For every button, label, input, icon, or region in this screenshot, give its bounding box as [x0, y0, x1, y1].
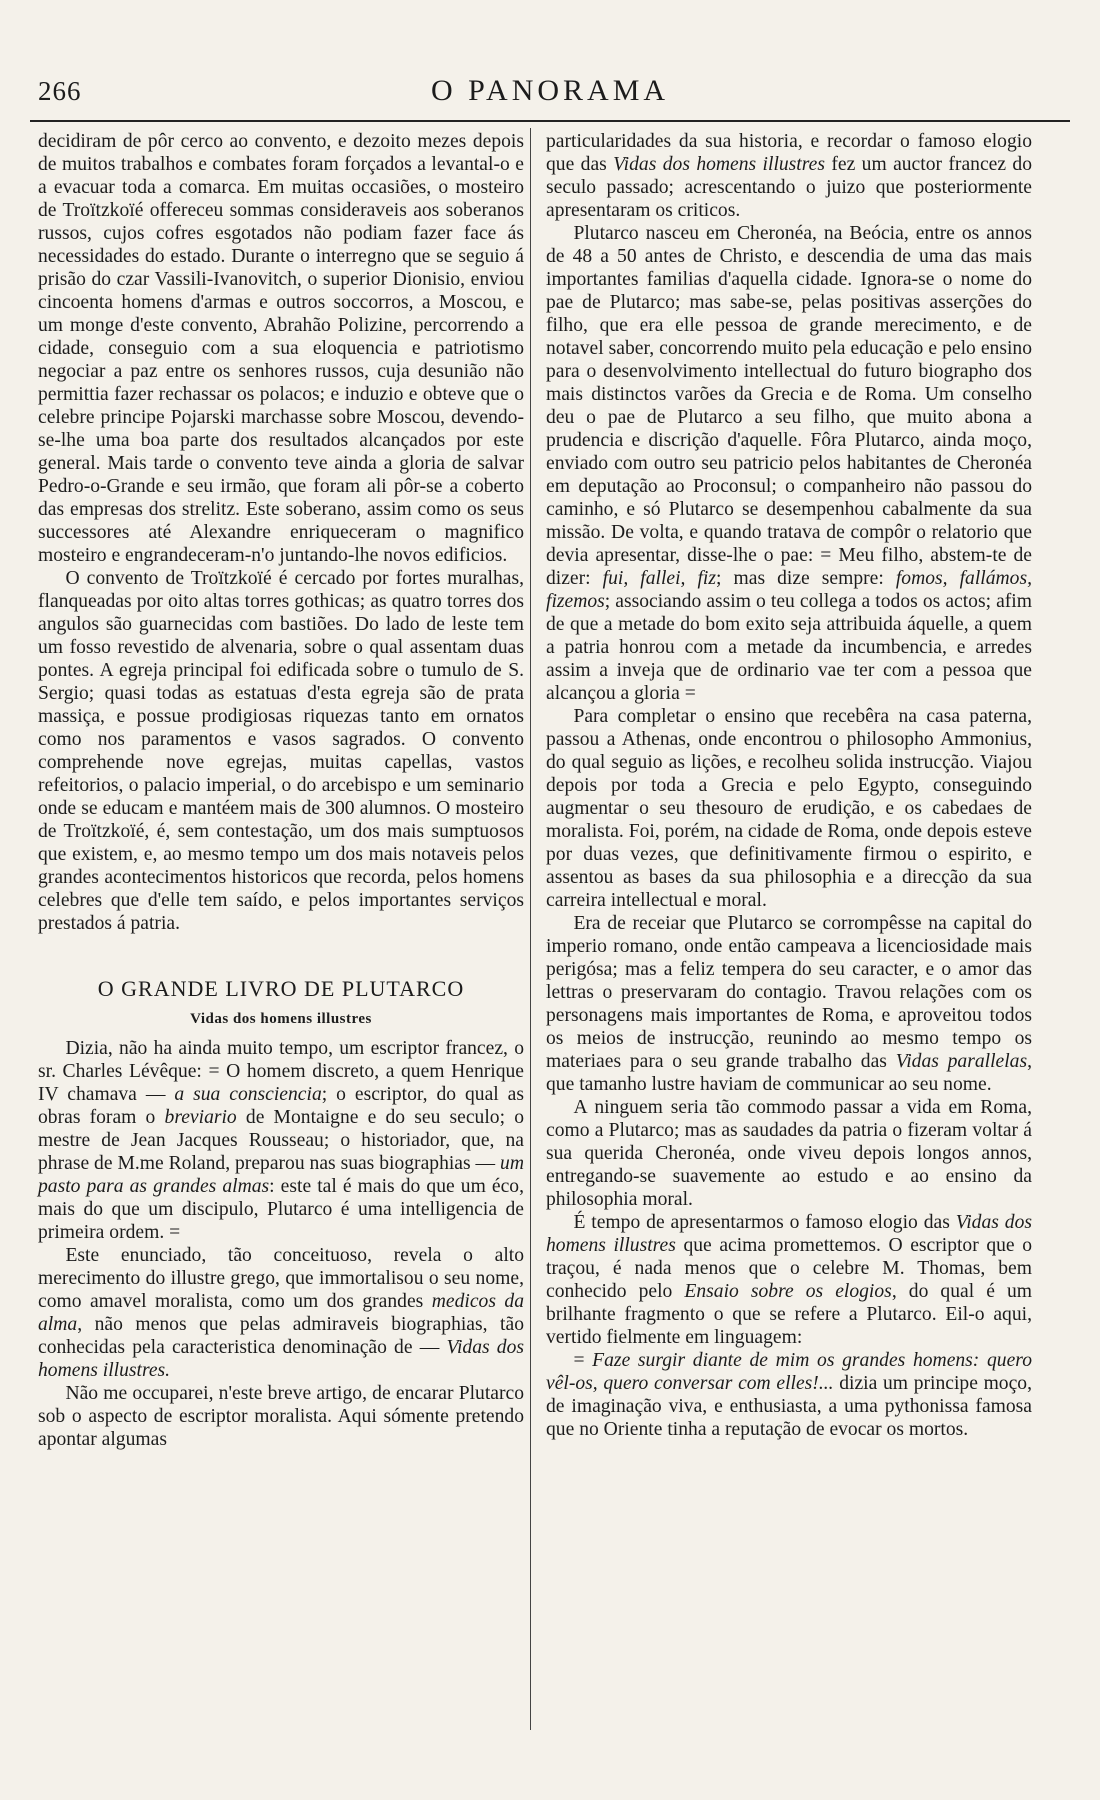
- column-divider: [530, 128, 531, 1730]
- text-run: de Montaigne e do seu seculo; o mestre de Jean Jacques Rousseau; o historiador, que, na phrase de M.me Roland, preparou nas suas biographias —: [38, 1107, 524, 1174]
- right-paragraph-4: [546, 912, 1032, 1096]
- text-run: =: [573, 1350, 593, 1371]
- text-run: : este tal é mais do que um éco, mais do que um discipulo, Plutarco é uma intelligencia de primeira ordem. =: [38, 1176, 524, 1243]
- text-run: , não menos que pelas admiraveis biographias, tão conhecidas pela caracteristica denominação de —: [38, 1314, 524, 1358]
- italic-run: fui, fallei, fiz: [602, 568, 717, 589]
- article-title: O GRANDE LIVRO DE PLUTARCO: [97, 976, 465, 1001]
- left-paragraph-5: Não me occuparei, n'este breve artigo, de encarar Plutarco sob o aspecto de escriptor moralista. Aqui sómente pretendo apontar algumas: [38, 1383, 524, 1450]
- italic-run: Ensaio sobre os elogios: [684, 1281, 892, 1302]
- italic-run: breviario: [164, 1107, 237, 1128]
- text-run: ; mas dize sempre:: [716, 568, 896, 589]
- text-run: Dizia, não ha ainda muito tempo, um escriptor francez, o sr. Charles Lévêque: = O homem discreto, a quem Henrique IV chamava —: [38, 1038, 524, 1105]
- left-paragraph-2: O convento de Troïtzkoïé é cercado por fortes muralhas, flanqueadas por oito altas torres gothicas; as quatro torres dos angulos são guarnecidas com bastiões. Do lado de leste tem um fosso revestido de alvenaria, sobre o qual assentam duas pontes. A egreja principal foi edificada sobre o tumulo de S. Sergio; quasi todas as estatuas d'esta egreja são de prata massiça, e possue prodigiosas riquezas tanto em ornatos como nos paramentos e vasos sagrados. O convento comprehende nove egrejas, muitas capellas, vastos refeitorios, o palacio imperial, o do arcebispo e um seminario onde se educam e mantéem mais de 300 alumnos. O mosteiro de Troïtzkoïé, é, sem contestação, um dos mais sumptuosos que existem, e, ao mesmo tempo um dos mais notaveis pelos grandes acontecimentos historicos que recorda, pelos homens celebres que d'elle tem saído, e pelos importantes serviços prestados á patria.: [38, 568, 524, 934]
- masthead-title: O PANORAMA: [430, 74, 670, 107]
- header-rule: [30, 120, 1070, 122]
- text-run: fez um auctor francez do seculo passado; acrescentando o juizo que posteriormente apresentaram os criticos.: [546, 154, 1032, 221]
- italic-run: Vidas dos homens illustres.: [38, 1337, 524, 1381]
- left-column: [38, 130, 524, 1451]
- italic-run: medicos da alma: [38, 1291, 524, 1335]
- text-run: ; o escriptor, do qual as obras foram o: [38, 1084, 524, 1128]
- text-run: particularidades da sua historia, e recordar o famoso elogio que das: [546, 131, 1032, 175]
- right-paragraph-5: A ninguem seria tão commodo passar a vida em Roma, como a Plutarco; mas as saudades da patria o fizeram voltar á sua querida Cheronéa, onde viveu depois longos annos, entregando-se suavemente ao estudo e ao ensino da philosophia moral.: [546, 1097, 1032, 1210]
- italic-run: Vidas dos homens illustres: [546, 1212, 1033, 1256]
- right-paragraph-3: Para completar o ensino que recebêra na casa paterna, passou a Athenas, onde encontrou o philosopho Ammonius, do qual seguio as lições, e recolheu solida instrucção. Viajou depois por toda a Grecia e pelo Egypto, conseguindo augmentar o seu thesouro de erudição, e os cabedaes de moralista. Foi, porém, na cidade de Roma, onde depois esteve por duas vezes, que definitivamente firmou o espirito, e assentou as bases da sua philosophia e a direcção da sua carreira intellectual e moral.: [546, 706, 1032, 911]
- page-number: 266: [38, 76, 82, 106]
- right-paragraph-2: [546, 222, 1032, 705]
- text-run: Este enunciado, tão conceituoso, revela o alto merecimento do illustre grego, que immortalisou o seu nome, como amavel moralista, como um dos grandes: [38, 1245, 524, 1312]
- left-paragraph-4: [38, 1244, 524, 1382]
- right-column: [546, 130, 1032, 1441]
- text-run: , do qual é um brilhante fragmento o que se refere a Plutarco. Eil-o aqui, vertido fielmente em linguagem:: [546, 1281, 1032, 1348]
- italic-run: um pasto para as grandes almas: [38, 1153, 524, 1197]
- text-run: Era de receiar que Plutarco se corrompêsse na capital do imperio romano, onde então campeava a licenciosidade mais perigósa; mas a feliz tempera do seu caracter, e o amor das lettras o preservaram do contagio. Travou relações com os personagens mais importantes de Roma, e aproveitou todos os meios de instrucção, reunindo ao mesmo tempo os materiaes para o seu grande trabalho das: [546, 913, 1032, 1072]
- text-run: dizia um principe moço, de imaginação viva, e enthusiasta, a uma pythonissa famosa que no Oriente tinha a reputação de evocar os mortos.: [546, 1373, 1032, 1440]
- text-run: que acima promettemos. O escriptor que o traçou, é nada menos que o celebre M. Thomas, bem conhecido pelo: [546, 1235, 1033, 1302]
- text-run: É tempo de apresentarmos o famoso elogio das: [573, 1212, 956, 1233]
- italic-run: Vidas dos homens illustres: [613, 154, 825, 175]
- text-run: Plutarco nasceu em Cheronéa, na Beócia, entre os annos de 48 a 50 antes de Christo, e descendia de uma das mais importantes familias d'aquella cidade. Ignora-se o nome do pae de Plutarco; mas sabe-se, pelas positivas asserções do filho, que era elle pessoa de grande merecimento, e de notavel saber, concorrendo muito pela educação e pelo ensino para o desenvolvimento intellectual do futuro biographo dos mais distinctos varões da Grecia e de Roma. Um conselho deu o pae de Plutarco a seu filho, que muito abona a prudencia e discrição d'aquelle. Fôra Plutarco, ainda moço, enviado com outro seu patricio pelos habitantes de Cheronéa em deputação ao Proconsul; o companheiro não passou do caminho, e só Plutarco se desempenhou cabalmente da sua missão. De volta, e quando tratava de compôr o relatorio que devia apresentar, disse-lhe o pae: = Meu filho, abstem-te de dizer:: [546, 223, 1032, 589]
- page-header: [30, 70, 1070, 110]
- text-run: , que tamanho lustre haviam de communicar ao seu nome.: [546, 1051, 1033, 1095]
- right-paragraph-6: [546, 1211, 1032, 1349]
- article-subtitle: Vidas dos homens illustres: [190, 1011, 372, 1027]
- right-paragraph-1: [546, 130, 1032, 222]
- left-paragraph-1: decidiram de pôr cerco ao convento, e dezoito mezes depois de muitos trabalhos e combates foram forçados a levantal-o e a evacuar toda a comarca. Em muitas occasiões, o mosteiro de Troïtzkoïé offereceu sommas consideraveis aos soberanos russos, cujos cofres esgotados não podiam fazer face ás necessidades do estado. Durante o interregno que se seguio á prisão do czar Vassili-Ivanovitch, o superior Dionisio, enviou cincoenta homens d'armas e outros soccorros, a Moscou, e um monge d'este convento, Abrahão Polizine, percorrendo a cidade, conseguio com a sua eloquencia e patriotismo negociar a paz entre os senhores russos, cuja desunião não permittia fazer rechassar os polacos; e induzio e obteve que o celebre principe Pojarski marchasse sobre Moscou, devendo-se-lhe uma boa parte dos resultados alcançados por este general. Mais tarde o convento teve ainda a gloria de salvar Pedro-o-Grande e seu irmão, que foram ali pôr-se a coberto das empresas dos strelitz. Este soberano, assim como os seus successores até Alexandre enriqueceram o magnifico mosteiro e engrandeceram-n'o juntando-lhe novos edificios.: [38, 131, 524, 566]
- left-paragraph-3: [38, 1037, 524, 1244]
- right-paragraph-7: [546, 1349, 1032, 1441]
- text-run: ; associando assim o teu collega a todos os actos; afim de que a metade do bom exito seja attribuida áquelle, a quem a patria honrou com a metade da incumbencia, e arredes assim a inveja que de ordinario vae ter com a pessoa que alcançou a gloria =: [546, 591, 1032, 704]
- italic-run: Faze surgir diante de mim os grandes homens: quero vêl-os, quero conversar com elles!...: [546, 1350, 1032, 1394]
- italic-run: a sua consciencia: [174, 1084, 322, 1105]
- italic-run: Vidas parallelas: [895, 1051, 1028, 1072]
- italic-run: fomos, fallámos, fizemos: [546, 568, 1033, 612]
